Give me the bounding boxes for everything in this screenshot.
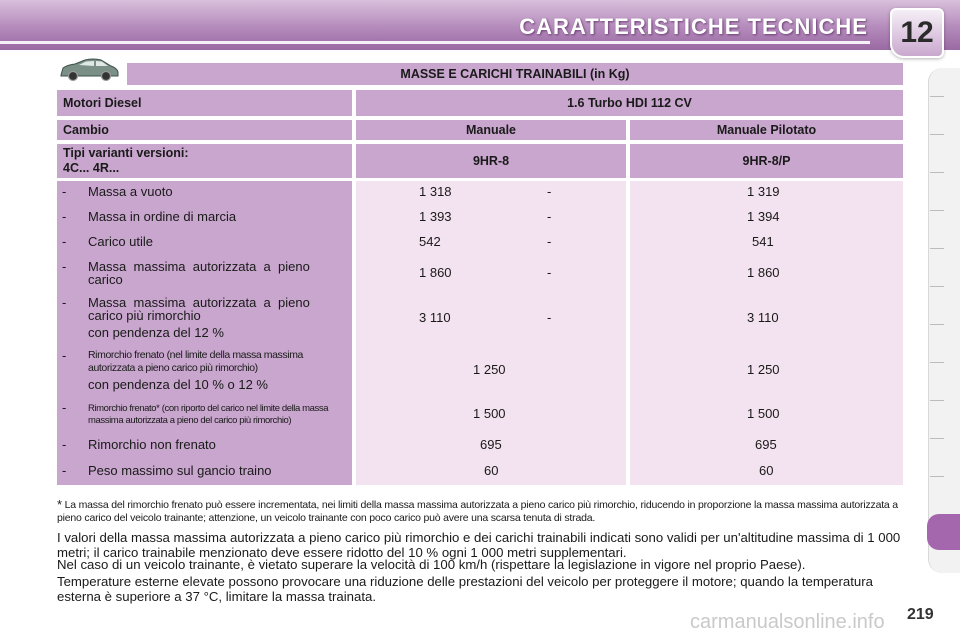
row-label: Rimorchio non frenato (88, 437, 216, 452)
value-a: 542 (419, 234, 441, 249)
table-title: MASSE E CARICHI TRAINABILI (in Kg) (127, 63, 903, 85)
side-tab-strip (928, 68, 960, 573)
value-a: 1 860 (419, 265, 452, 280)
row-dash: - (62, 295, 67, 310)
variant-b: 9HR-8/P (630, 144, 903, 178)
side-tab-divider (930, 476, 944, 477)
row-dash: - (62, 184, 67, 199)
row-label-line1: Rimorchio frenato (nel limite della massa massima (88, 349, 303, 361)
watermark: carmanualsonline.info (690, 611, 885, 633)
engine-value: 1.6 Turbo HDI 112 CV (356, 90, 903, 116)
value-b: 1 860 (747, 265, 780, 280)
chapter-badge: 12 (890, 8, 944, 58)
row-label-line2: massima autorizzata a pieno del carico più rimorchio) (88, 415, 292, 426)
side-tab-active[interactable] (927, 514, 960, 550)
side-tab-divider (930, 96, 944, 97)
value-b: 695 (755, 437, 777, 452)
engine-label: Motori Diesel (57, 90, 352, 116)
value-a: 1 393 (419, 209, 452, 224)
value-mid: - (547, 310, 552, 325)
value-a: 3 110 (419, 310, 451, 325)
side-tab-divider (930, 324, 944, 325)
row-dash: - (62, 209, 67, 224)
variants-label-line2: 4C... 4R... (63, 161, 120, 175)
row-dash: - (62, 348, 67, 363)
row-label-line2: carico (88, 272, 123, 287)
row-label-line3: con pendenza del 10 % o 12 % (88, 377, 268, 392)
row-dash: - (62, 400, 67, 415)
row-label-line1: Massa massima autorizzata a pieno (88, 259, 310, 274)
paragraph: Nel caso di un veicolo trainante, è vietato superare la velocità di 100 km/h (rispettare la legislazione in vigore nel proprio Paese). (57, 557, 806, 572)
value-mid: - (547, 209, 552, 224)
row-label: Carico utile (88, 234, 154, 249)
variants-label-line1: Tipi varianti versioni: (63, 146, 189, 160)
side-tab-divider (930, 210, 944, 211)
value-a: 1 250 (473, 362, 506, 377)
row-label-line2: carico più rimorchio (88, 308, 201, 323)
row-label: Peso massimo sul gancio traino (88, 463, 272, 478)
value-b: 541 (752, 234, 774, 249)
variant-a: 9HR-8 (356, 144, 626, 178)
row-dash: - (62, 463, 67, 478)
gearbox-pilot: Manuale Pilotato (630, 120, 903, 140)
row-dash: - (62, 259, 67, 274)
value-mid: - (547, 265, 552, 280)
value-mid: - (547, 184, 552, 199)
value-b: 1 394 (747, 209, 780, 224)
footnote (57, 498, 907, 525)
value-b: 3 110 (747, 310, 779, 325)
side-tab-divider (930, 286, 944, 287)
side-tab-divider (930, 134, 944, 135)
side-tab-divider (930, 400, 944, 401)
row-label: Massa a vuoto (88, 184, 173, 199)
side-tab-divider (930, 172, 944, 173)
page-title: CARATTERISTICHE TECNICHE (519, 14, 868, 39)
variants-label (57, 144, 352, 178)
gearbox-manual: Manuale (356, 120, 626, 140)
value-b: 60 (759, 463, 774, 478)
row-label-line1: Rimorchio frenato* (con riporto del carico nel limite della massa (88, 403, 329, 414)
row-label: Massa in ordine di marcia (88, 209, 237, 224)
footnote-text: La massa del rimorchio frenato può essere incrementata, nei limiti della massa massima autorizzata a pieno carico più rimorchio, riducendo in proporzione la massa massima autorizzata a pieno carico del veicolo trainante; attenzione, un veicolo trainante con poco carico può avere una scarsa tenuta di strada. (57, 499, 898, 524)
value-a: 695 (480, 437, 502, 452)
gearbox-label: Cambio (57, 120, 352, 140)
value-a: 1 318 (419, 184, 452, 199)
header-divider (0, 41, 870, 44)
value-a: 1 500 (473, 406, 506, 421)
row-label-line1: Massa massima autorizzata a pieno (88, 295, 310, 310)
paragraph: Temperature esterne elevate possono provocare una riduzione delle prestazioni del veicolo per proteggere il motore; quando la temperatura esterna è superiore a 37 °C, limitare la massa trainata. (57, 574, 873, 604)
paragraph: I valori della massa massima autorizzata a pieno carico più rimorchio e dei carichi trainabili indicati sono validi per un'altitudine massima di 1 000 metri; il carico trainabile menzionato deve essere ridotto del 10 % ogni 1 000 metri supplementari. (57, 530, 901, 560)
side-tab-divider (930, 248, 944, 249)
value-b: 1 500 (747, 406, 780, 421)
side-tab-divider (930, 438, 944, 439)
row-dash: - (62, 234, 67, 249)
row-label-line3: con pendenza del 12 % (88, 325, 224, 340)
value-b: 1 319 (747, 184, 780, 199)
side-tab-divider (930, 362, 944, 363)
row-label-line2: autorizzata a pieno carico più rimorchio) (88, 362, 258, 374)
footnote-mark: * (57, 497, 62, 512)
value-a: 60 (484, 463, 499, 478)
page-number: 219 (907, 606, 934, 623)
car-icon (57, 57, 121, 83)
value-mid: - (547, 234, 552, 249)
value-b: 1 250 (747, 362, 780, 377)
row-dash: - (62, 437, 67, 452)
